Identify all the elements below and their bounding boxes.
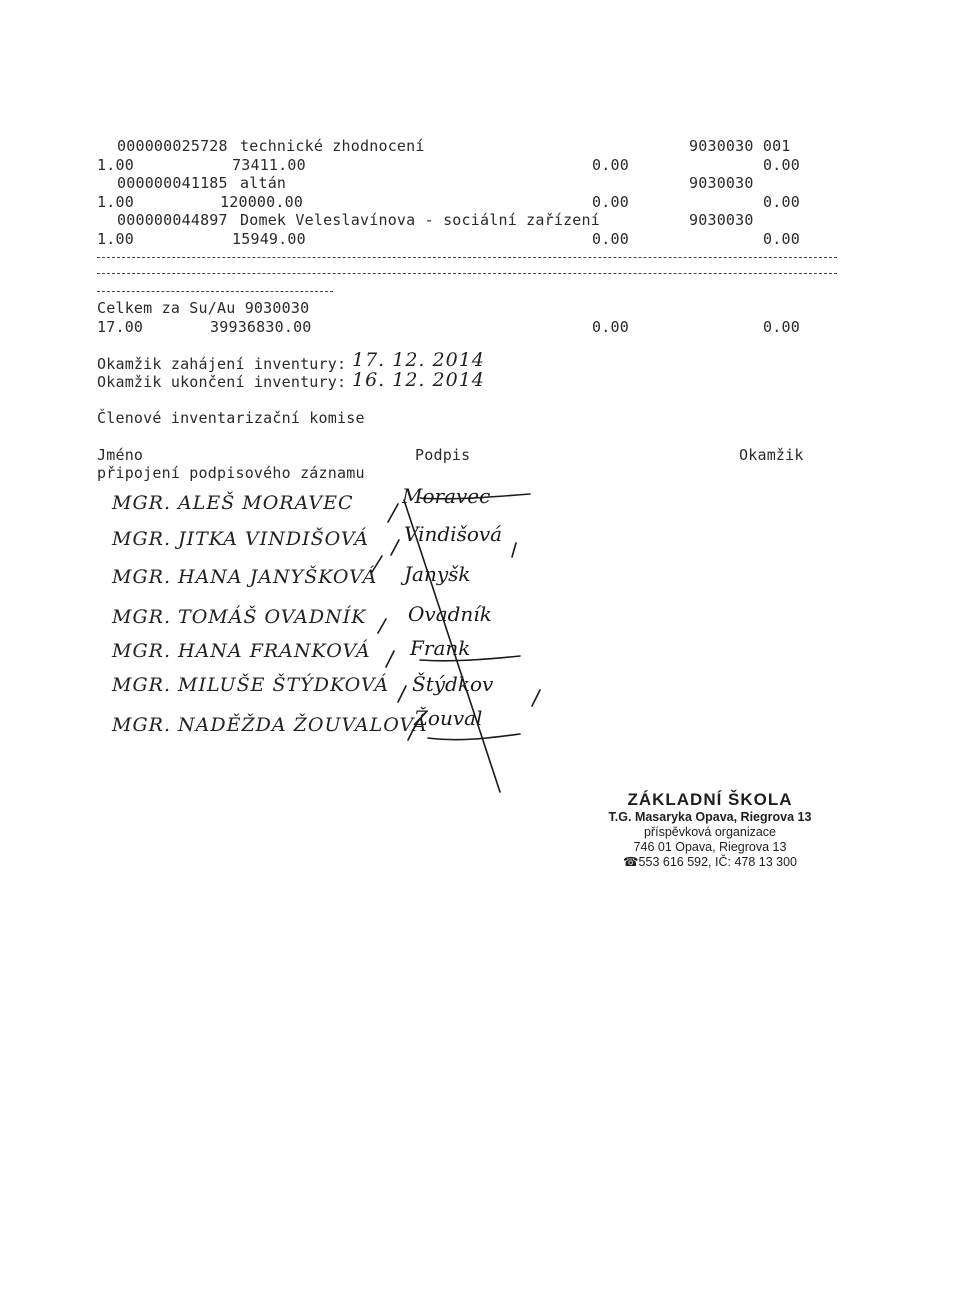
member-7-name: MGR. NADĚŽDA ŽOUVALOVÁ	[112, 714, 428, 736]
committee-col-name: Jméno	[97, 446, 144, 464]
member-2-signature: Vindišová	[404, 522, 503, 546]
member-3-name: MGR. HANA JANYŠKOVÁ	[112, 566, 378, 588]
item-1-code: 000000025728	[117, 137, 228, 155]
item-3-qty: 1.00	[97, 230, 134, 248]
item-1-qty: 1.00	[97, 156, 134, 174]
item-2-col3: 0.00	[592, 193, 629, 211]
committee-col-signature: Podpis	[415, 446, 471, 464]
item-3-account: 9030030	[689, 211, 754, 229]
pen-stroke-slash	[388, 504, 398, 522]
member-2-name: MGR. JITKA VINDIŠOVÁ	[112, 528, 369, 550]
total-col4: 0.00	[763, 318, 800, 336]
committee-col-attach: připojení podpisového záznamu	[97, 464, 365, 482]
stamp-line-1: T.G. Masaryka Opava, Riegrova 13	[608, 810, 812, 824]
pen-stroke-slash	[398, 686, 406, 702]
item-2-col4: 0.00	[763, 193, 800, 211]
member-7-signature: Žouval	[414, 706, 483, 730]
item-3-code: 000000044897	[117, 211, 228, 229]
inventory-start-label: Okamžik zahájení inventury:	[97, 355, 347, 373]
item-1-value: 73411.00	[232, 156, 306, 174]
pen-stroke-slash	[391, 540, 399, 555]
item-2-value: 120000.00	[220, 193, 304, 211]
total-col3: 0.00	[592, 318, 629, 336]
item-1-col4: 0.00	[763, 156, 800, 174]
stamp-line-2: příspěvková organizace	[643, 825, 777, 839]
pen-stroke-slash	[532, 690, 540, 706]
member-5-signature: Frank	[410, 636, 471, 660]
member-3-signature: Janyšk	[404, 562, 471, 586]
total-value: 39936830.00	[210, 318, 312, 336]
pen-stroke-underline	[428, 734, 520, 740]
pen-stroke-slash	[512, 543, 516, 557]
item-2-name: altán	[240, 174, 287, 192]
stamp-title: ZÁKLADNÍ ŠKOLA	[627, 790, 793, 809]
item-1-col3: 0.00	[592, 156, 629, 174]
pen-stroke-slash	[378, 619, 386, 633]
pen-stroke-slash	[386, 651, 394, 667]
committee-title: Členové inventarizační komise	[97, 409, 365, 427]
inventory-end-value: 16. 12. 2014	[352, 369, 485, 391]
item-2-qty: 1.00	[97, 193, 134, 211]
total-qty: 17.00	[97, 318, 144, 336]
separator-line-3	[97, 291, 333, 292]
inventory-start-value: 17. 12. 2014	[352, 349, 485, 371]
item-3-name: Domek Veleslavínova - sociální zařízení	[240, 211, 600, 229]
member-6-signature: Štýdkov	[412, 672, 494, 696]
separator-line-2	[97, 273, 837, 274]
item-3-value: 15949.00	[232, 230, 306, 248]
member-5-name: MGR. HANA FRANKOVÁ	[112, 640, 371, 662]
item-3-col3: 0.00	[592, 230, 629, 248]
separator-line-1	[97, 257, 837, 258]
item-1-name: technické zhodnocení	[240, 137, 425, 155]
member-4-name: MGR. TOMÁŠ OVADNÍK	[112, 606, 367, 628]
item-1-account: 9030030 001	[689, 137, 791, 155]
member-1-signature: Moravec	[402, 484, 491, 508]
member-4-signature: Ovadník	[408, 602, 492, 626]
member-1-name: MGR. ALEŠ MORAVEC	[112, 492, 354, 514]
member-6-name: MGR. MILUŠE ŠTÝDKOVÁ	[112, 674, 390, 696]
item-3-col4: 0.00	[763, 230, 800, 248]
school-stamp	[600, 790, 820, 870]
committee-col-time: Okamžik	[739, 446, 804, 464]
item-2-account: 9030030	[689, 174, 754, 192]
stamp-line-4: ☎553 616 592, IČ: 478 13 300	[622, 855, 798, 869]
total-label: Celkem za Su/Au 9030030	[97, 299, 310, 317]
stamp-line-3: 746 01 Opava, Riegrova 13	[633, 840, 787, 854]
item-2-code: 000000041185	[117, 174, 228, 192]
inventory-end-label: Okamžik ukončení inventury:	[97, 373, 347, 391]
